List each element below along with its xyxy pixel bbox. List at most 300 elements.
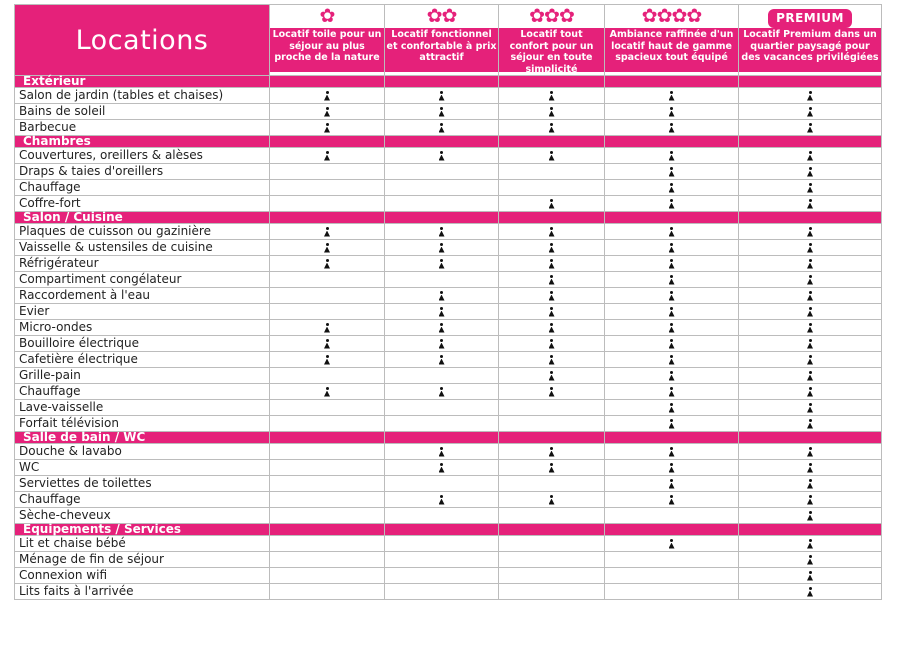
availability-cell	[385, 196, 499, 212]
availability-cell	[499, 536, 605, 552]
section-cell	[605, 432, 739, 444]
table-row	[15, 272, 882, 288]
availability-cell	[605, 584, 739, 600]
section-cell	[385, 212, 499, 224]
section-title: Equipements / Services	[15, 524, 270, 536]
person-icon	[549, 355, 555, 365]
availability-cell	[739, 476, 882, 492]
table-row	[15, 180, 882, 196]
person-icon	[549, 243, 555, 253]
availability-cell	[385, 240, 499, 256]
person-icon	[439, 339, 445, 349]
person-icon	[549, 275, 555, 285]
person-icon	[807, 123, 813, 133]
availability-cell	[385, 256, 499, 272]
table-row	[15, 336, 882, 352]
availability-cell	[385, 288, 499, 304]
person-icon	[807, 371, 813, 381]
person-icon	[549, 259, 555, 269]
section-cell	[385, 432, 499, 444]
availability-cell	[739, 352, 882, 368]
flower-icon: ✿✿✿✿	[641, 5, 702, 27]
amenity-label: Evier	[15, 304, 270, 320]
availability-cell	[605, 104, 739, 120]
availability-cell	[739, 196, 882, 212]
availability-cell	[270, 180, 385, 196]
availability-cell	[739, 492, 882, 508]
amenity-label: Connexion wifi	[15, 568, 270, 584]
availability-cell	[270, 196, 385, 212]
availability-cell	[385, 552, 499, 568]
person-icon	[807, 107, 813, 117]
section-cell	[499, 524, 605, 536]
availability-cell	[605, 288, 739, 304]
amenity-label: Cafetière électrique	[15, 352, 270, 368]
availability-cell	[605, 536, 739, 552]
person-icon	[669, 339, 675, 349]
section-cell	[739, 76, 882, 88]
availability-cell	[739, 224, 882, 240]
person-icon	[669, 539, 675, 549]
availability-cell	[499, 148, 605, 164]
section-title: Extérieur	[15, 76, 270, 88]
availability-cell	[739, 552, 882, 568]
availability-cell	[270, 88, 385, 104]
person-icon	[549, 151, 555, 161]
person-icon	[324, 227, 330, 237]
person-icon	[669, 403, 675, 413]
availability-cell	[385, 400, 499, 416]
column-header-4	[605, 5, 739, 76]
availability-cell	[499, 120, 605, 136]
section-cell	[270, 432, 385, 444]
availability-cell	[270, 288, 385, 304]
person-icon	[324, 151, 330, 161]
table-row	[15, 104, 882, 120]
availability-cell	[605, 368, 739, 384]
availability-cell	[270, 400, 385, 416]
section-cell	[739, 212, 882, 224]
availability-cell	[739, 508, 882, 524]
column-header-premium	[739, 5, 882, 76]
availability-cell	[499, 164, 605, 180]
person-icon	[324, 259, 330, 269]
availability-cell	[270, 352, 385, 368]
availability-cell	[605, 384, 739, 400]
person-icon	[669, 479, 675, 489]
availability-cell	[739, 368, 882, 384]
person-icon	[807, 495, 813, 505]
availability-cell	[739, 120, 882, 136]
availability-cell	[385, 352, 499, 368]
availability-cell	[270, 368, 385, 384]
availability-cell	[499, 492, 605, 508]
availability-cell	[499, 304, 605, 320]
person-icon	[324, 91, 330, 101]
amenity-label: WC	[15, 460, 270, 476]
person-icon	[324, 339, 330, 349]
person-icon	[807, 571, 813, 581]
section-header-row	[15, 432, 882, 444]
section-cell	[605, 524, 739, 536]
person-icon	[669, 463, 675, 473]
availability-cell	[739, 336, 882, 352]
availability-cell	[270, 104, 385, 120]
person-icon	[807, 259, 813, 269]
locations-table	[14, 4, 882, 600]
person-icon	[807, 199, 813, 209]
amenity-label: Raccordement à l'eau	[15, 288, 270, 304]
availability-cell	[739, 416, 882, 432]
availability-cell	[270, 336, 385, 352]
availability-cell	[499, 508, 605, 524]
header-row	[15, 5, 882, 76]
availability-cell	[605, 180, 739, 196]
section-cell	[605, 212, 739, 224]
section-cell	[499, 432, 605, 444]
availability-cell	[270, 384, 385, 400]
person-icon	[807, 355, 813, 365]
availability-cell	[605, 88, 739, 104]
availability-cell	[499, 180, 605, 196]
section-header-row	[15, 136, 882, 148]
person-icon	[669, 123, 675, 133]
availability-cell	[385, 416, 499, 432]
person-icon	[324, 107, 330, 117]
column-header-3	[499, 5, 605, 76]
amenity-label: Bains de soleil	[15, 104, 270, 120]
person-icon	[439, 463, 445, 473]
person-icon	[549, 291, 555, 301]
section-cell	[605, 76, 739, 88]
person-icon	[439, 495, 445, 505]
amenity-label: Lave-vaisselle	[15, 400, 270, 416]
person-icon	[669, 227, 675, 237]
person-icon	[439, 355, 445, 365]
table-row	[15, 120, 882, 136]
availability-cell	[499, 368, 605, 384]
availability-cell	[605, 460, 739, 476]
availability-cell	[270, 552, 385, 568]
amenity-label: Chauffage	[15, 180, 270, 196]
flower-icon: ✿	[319, 5, 335, 27]
availability-cell	[270, 164, 385, 180]
availability-cell	[605, 492, 739, 508]
person-icon	[807, 463, 813, 473]
availability-cell	[499, 320, 605, 336]
column-header-1	[270, 5, 385, 76]
person-icon	[669, 167, 675, 177]
person-icon	[549, 123, 555, 133]
table-row	[15, 88, 882, 104]
person-icon	[439, 291, 445, 301]
table-row	[15, 288, 882, 304]
availability-cell	[739, 384, 882, 400]
table-row	[15, 240, 882, 256]
person-icon	[807, 151, 813, 161]
person-icon	[549, 199, 555, 209]
person-icon	[807, 539, 813, 549]
table-row	[15, 460, 882, 476]
person-icon	[807, 387, 813, 397]
person-icon	[439, 123, 445, 133]
availability-cell	[605, 352, 739, 368]
person-icon	[549, 227, 555, 237]
availability-cell	[605, 568, 739, 584]
table-row	[15, 568, 882, 584]
person-icon	[439, 307, 445, 317]
table-body	[15, 76, 882, 600]
column-description: Locatif Premium dans un quartier paysagé pour des vacances privilégiées	[739, 28, 881, 72]
person-icon	[549, 495, 555, 505]
person-icon	[669, 291, 675, 301]
availability-cell	[499, 196, 605, 212]
amenity-label: Chauffage	[15, 492, 270, 508]
person-icon	[549, 91, 555, 101]
person-icon	[439, 91, 445, 101]
person-icon	[807, 275, 813, 285]
person-icon	[807, 323, 813, 333]
premium-badge: PREMIUM	[768, 9, 852, 28]
table-row	[15, 552, 882, 568]
availability-cell	[270, 568, 385, 584]
availability-cell	[605, 336, 739, 352]
column-description: Ambiance raffinée d'un locatif haut de gamme spacieux tout équipé	[605, 28, 738, 72]
amenity-label: Coffre-fort	[15, 196, 270, 212]
availability-cell	[739, 88, 882, 104]
person-icon	[807, 447, 813, 457]
column-description: Locatif toile pour un séjour au plus proche de la nature	[270, 28, 384, 72]
person-icon	[439, 387, 445, 397]
section-cell	[270, 524, 385, 536]
column-header-2	[385, 5, 499, 76]
availability-cell	[385, 164, 499, 180]
person-icon	[669, 243, 675, 253]
availability-cell	[270, 320, 385, 336]
person-icon	[324, 243, 330, 253]
person-icon	[439, 243, 445, 253]
availability-cell	[385, 584, 499, 600]
availability-cell	[270, 304, 385, 320]
availability-cell	[499, 104, 605, 120]
person-icon	[807, 91, 813, 101]
table-row	[15, 368, 882, 384]
table-row	[15, 584, 882, 600]
section-cell	[499, 76, 605, 88]
availability-cell	[499, 476, 605, 492]
section-cell	[499, 212, 605, 224]
table-row	[15, 476, 882, 492]
person-icon	[439, 447, 445, 457]
availability-cell	[385, 508, 499, 524]
availability-cell	[499, 288, 605, 304]
person-icon	[807, 403, 813, 413]
availability-cell	[605, 256, 739, 272]
person-icon	[807, 227, 813, 237]
availability-cell	[385, 104, 499, 120]
amenity-label: Bouilloire électrique	[15, 336, 270, 352]
person-icon	[669, 419, 675, 429]
availability-cell	[270, 508, 385, 524]
availability-cell	[385, 444, 499, 460]
person-icon	[439, 323, 445, 333]
availability-cell	[605, 304, 739, 320]
table-row	[15, 444, 882, 460]
section-cell	[270, 136, 385, 148]
availability-cell	[499, 240, 605, 256]
section-cell	[385, 76, 499, 88]
availability-cell	[385, 272, 499, 288]
availability-cell	[270, 584, 385, 600]
person-icon	[669, 495, 675, 505]
person-icon	[669, 91, 675, 101]
person-icon	[439, 259, 445, 269]
person-icon	[439, 227, 445, 237]
amenity-label: Serviettes de toilettes	[15, 476, 270, 492]
availability-cell	[385, 224, 499, 240]
table-row	[15, 320, 882, 336]
availability-cell	[499, 352, 605, 368]
section-title: Salle de bain / WC	[15, 432, 270, 444]
person-icon	[549, 323, 555, 333]
person-icon	[439, 107, 445, 117]
amenity-label: Ménage de fin de séjour	[15, 552, 270, 568]
availability-cell	[739, 460, 882, 476]
person-icon	[549, 339, 555, 349]
availability-cell	[499, 88, 605, 104]
availability-cell	[739, 104, 882, 120]
availability-cell	[270, 416, 385, 432]
section-cell	[739, 136, 882, 148]
availability-cell	[385, 568, 499, 584]
amenity-label: Salon de jardin (tables et chaises)	[15, 88, 270, 104]
section-header-row	[15, 76, 882, 88]
availability-cell	[270, 148, 385, 164]
availability-cell	[385, 384, 499, 400]
availability-cell	[739, 148, 882, 164]
availability-cell	[270, 224, 385, 240]
availability-cell	[270, 256, 385, 272]
availability-cell	[385, 460, 499, 476]
availability-cell	[270, 240, 385, 256]
section-cell	[385, 524, 499, 536]
person-icon	[549, 307, 555, 317]
availability-cell	[270, 492, 385, 508]
section-cell	[739, 432, 882, 444]
person-icon	[549, 371, 555, 381]
availability-cell	[385, 476, 499, 492]
availability-cell	[605, 416, 739, 432]
availability-cell	[499, 256, 605, 272]
availability-cell	[385, 320, 499, 336]
availability-cell	[605, 552, 739, 568]
availability-cell	[499, 568, 605, 584]
availability-cell	[605, 120, 739, 136]
person-icon	[549, 447, 555, 457]
amenity-label: Réfrigérateur	[15, 256, 270, 272]
person-icon	[669, 275, 675, 285]
amenity-label: Compartiment congélateur	[15, 272, 270, 288]
availability-cell	[499, 400, 605, 416]
availability-cell	[270, 460, 385, 476]
person-icon	[807, 291, 813, 301]
availability-cell	[385, 368, 499, 384]
person-icon	[807, 555, 813, 565]
availability-cell	[499, 336, 605, 352]
column-description: Locatif fonctionnel et confortable à prix attractif	[385, 28, 498, 72]
person-icon	[669, 107, 675, 117]
table-row	[15, 148, 882, 164]
person-icon	[324, 355, 330, 365]
table-row	[15, 384, 882, 400]
availability-cell	[739, 180, 882, 196]
table-row	[15, 196, 882, 212]
amenity-label: Lits faits à l'arrivée	[15, 584, 270, 600]
person-icon	[807, 511, 813, 521]
person-icon	[807, 339, 813, 349]
amenity-label: Draps & taies d'oreillers	[15, 164, 270, 180]
person-icon	[807, 479, 813, 489]
availability-cell	[739, 320, 882, 336]
amenity-label: Lit et chaise bébé	[15, 536, 270, 552]
flower-icon: ✿✿✿	[529, 5, 574, 27]
page-title: Locations	[15, 5, 270, 76]
table-row	[15, 256, 882, 272]
availability-cell	[385, 336, 499, 352]
person-icon	[549, 387, 555, 397]
availability-cell	[270, 536, 385, 552]
availability-cell	[605, 476, 739, 492]
table-row	[15, 224, 882, 240]
person-icon	[807, 183, 813, 193]
availability-cell	[385, 304, 499, 320]
section-header-row	[15, 212, 882, 224]
availability-cell	[385, 180, 499, 196]
section-title: Chambres	[15, 136, 270, 148]
person-icon	[439, 151, 445, 161]
availability-cell	[739, 444, 882, 460]
person-icon	[669, 259, 675, 269]
availability-cell	[605, 272, 739, 288]
person-icon	[669, 447, 675, 457]
person-icon	[807, 243, 813, 253]
availability-cell	[385, 492, 499, 508]
availability-cell	[499, 552, 605, 568]
section-cell	[270, 212, 385, 224]
section-title: Salon / Cuisine	[15, 212, 270, 224]
person-icon	[669, 323, 675, 333]
person-icon	[807, 419, 813, 429]
availability-cell	[739, 568, 882, 584]
amenity-label: Grille-pain	[15, 368, 270, 384]
amenity-label: Micro-ondes	[15, 320, 270, 336]
availability-cell	[605, 444, 739, 460]
section-cell	[739, 524, 882, 536]
person-icon	[807, 587, 813, 597]
availability-cell	[499, 224, 605, 240]
section-cell	[605, 136, 739, 148]
person-icon	[807, 307, 813, 317]
availability-cell	[739, 256, 882, 272]
person-icon	[807, 167, 813, 177]
availability-cell	[385, 148, 499, 164]
locations-table-container	[14, 4, 881, 600]
availability-cell	[739, 304, 882, 320]
amenity-label: Vaisselle & ustensiles de cuisine	[15, 240, 270, 256]
availability-cell	[739, 288, 882, 304]
section-cell	[385, 136, 499, 148]
availability-cell	[385, 120, 499, 136]
